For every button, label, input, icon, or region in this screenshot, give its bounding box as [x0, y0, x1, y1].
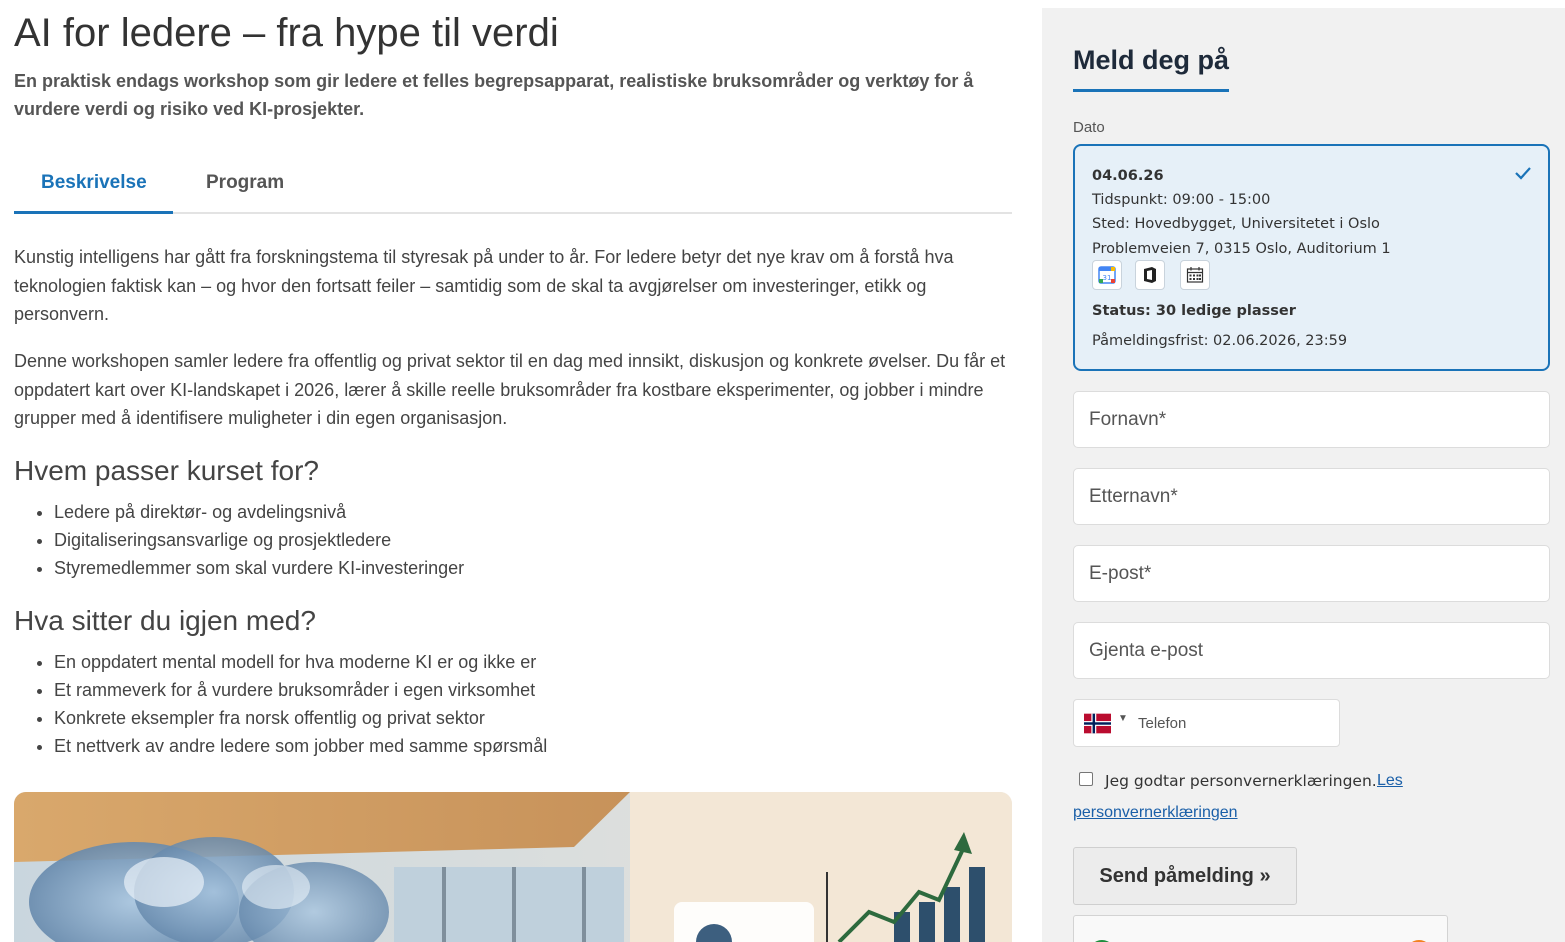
session-date: 04.06.26: [1092, 168, 1164, 184]
consent-checkbox[interactable]: [1079, 772, 1093, 786]
email-input[interactable]: [1089, 546, 1529, 601]
first-name-input[interactable]: [1089, 392, 1529, 447]
audience-heading: Hvem passer kurset for?: [14, 455, 319, 486]
check-icon: [1514, 166, 1532, 180]
list-item: • Et nettverk av andre ledere som jobber med samme spørsmål: [54, 732, 547, 760]
last-name-input[interactable]: [1089, 469, 1529, 524]
session-time: Tidspunkt: 09:00 - 15:00: [1092, 192, 1271, 208]
list-item: • En oppdatert mental modell for hva moderne KI er og ikke er: [54, 648, 547, 676]
email-repeat-input[interactable]: [1089, 623, 1529, 678]
list-item: • Styremedlemmer som skal vurdere KI-investeringer: [54, 554, 464, 582]
tab-program[interactable]: Program: [206, 172, 285, 193]
list-item: • Konkrete eksempler fra norsk offentlig og privat sektor: [54, 704, 547, 732]
office-calendar-icon[interactable]: [1135, 260, 1165, 290]
audience-list: [54, 498, 464, 582]
list-item: • Et rammeverk for å vurdere bruksområder i egen virksomhet: [54, 676, 547, 704]
page-title: AI for ledere – fra hype til verdi: [14, 11, 559, 55]
signup-title: Meld deg på: [1073, 43, 1229, 92]
phone-input[interactable]: [1138, 700, 1328, 746]
session-place: Sted: Hovedbygget, Universitetet i Oslo: [1092, 216, 1380, 232]
first-name-field[interactable]: [1073, 391, 1550, 448]
last-name-field[interactable]: [1073, 468, 1550, 525]
phone-field[interactable]: [1073, 699, 1340, 747]
email-field[interactable]: [1073, 545, 1550, 602]
submit-button[interactable]: Send påmelding »: [1073, 847, 1297, 905]
consent-label: Jeg godtar personvernerklæringen.: [1105, 772, 1377, 790]
session-card-selected[interactable]: [1073, 144, 1550, 371]
session-deadline: Påmeldingsfrist: 02.06.2026, 23:59: [1092, 333, 1348, 349]
outcomes-heading: Hva sitter du igjen med?: [14, 605, 316, 636]
course-lead: En praktisk endags workshop som gir ledere et felles begrepsapparat, realistiske bruksområder og verktøy for å vurdere verdi og risiko ved KI-prosjekter.: [14, 71, 974, 119]
privacy-policy-link[interactable]: Les: [1377, 772, 1403, 789]
session-address: Problemveien 7, 0315 Oslo, Auditorium 1: [1092, 241, 1391, 257]
ical-calendar-icon[interactable]: [1180, 260, 1210, 290]
hero-illustration: [14, 792, 1012, 942]
privacy-policy-link[interactable]: personvernerklæringen: [1073, 804, 1238, 821]
google-calendar-icon[interactable]: [1092, 260, 1122, 290]
tab-bar: [14, 160, 1012, 214]
list-item: • Digitaliseringsansvarlige og prosjektledere: [54, 526, 464, 554]
email-repeat-field[interactable]: [1073, 622, 1550, 679]
norway-flag-icon[interactable]: [1084, 713, 1111, 734]
tab-beskrivelse[interactable]: Beskrivelse: [14, 160, 173, 214]
date-label: Dato: [1073, 119, 1105, 136]
signup-sidebar: [1042, 8, 1565, 942]
svg-text:31: 31: [1102, 274, 1112, 282]
list-item: • Ledere på direktør- og avdelingsnivå: [54, 498, 464, 526]
description-paragraph: Kunstig intelligens har gått fra forskningstema til styresak på under to år. For ledere betyr det nye krav om å forstå hva teknologien faktisk kan – og hvor den fortsatt feiler – samtidig som de skal ta avgjørelser om investeringer, etikk og personvern.: [14, 247, 954, 324]
course-content: [14, 0, 1012, 942]
outcomes-list: [54, 648, 547, 760]
captcha-widget[interactable]: [1073, 915, 1448, 942]
chevron-down-icon[interactable]: ▼: [1118, 713, 1128, 724]
session-status: Status: 30 ledige plasser: [1092, 303, 1296, 319]
description-paragraph: Denne workshopen samler ledere fra offentlig og privat sektor til en dag med innsikt, diskusjon og konkrete øvelser. Du får et oppdatert kart over KI-landskapet i 2026, lærer å skille reelle bruksområder fra kostbare eksperimenter, og jobber i mindre grupper med å identifisere muligheter i din egen organisasjon.: [14, 351, 1006, 428]
